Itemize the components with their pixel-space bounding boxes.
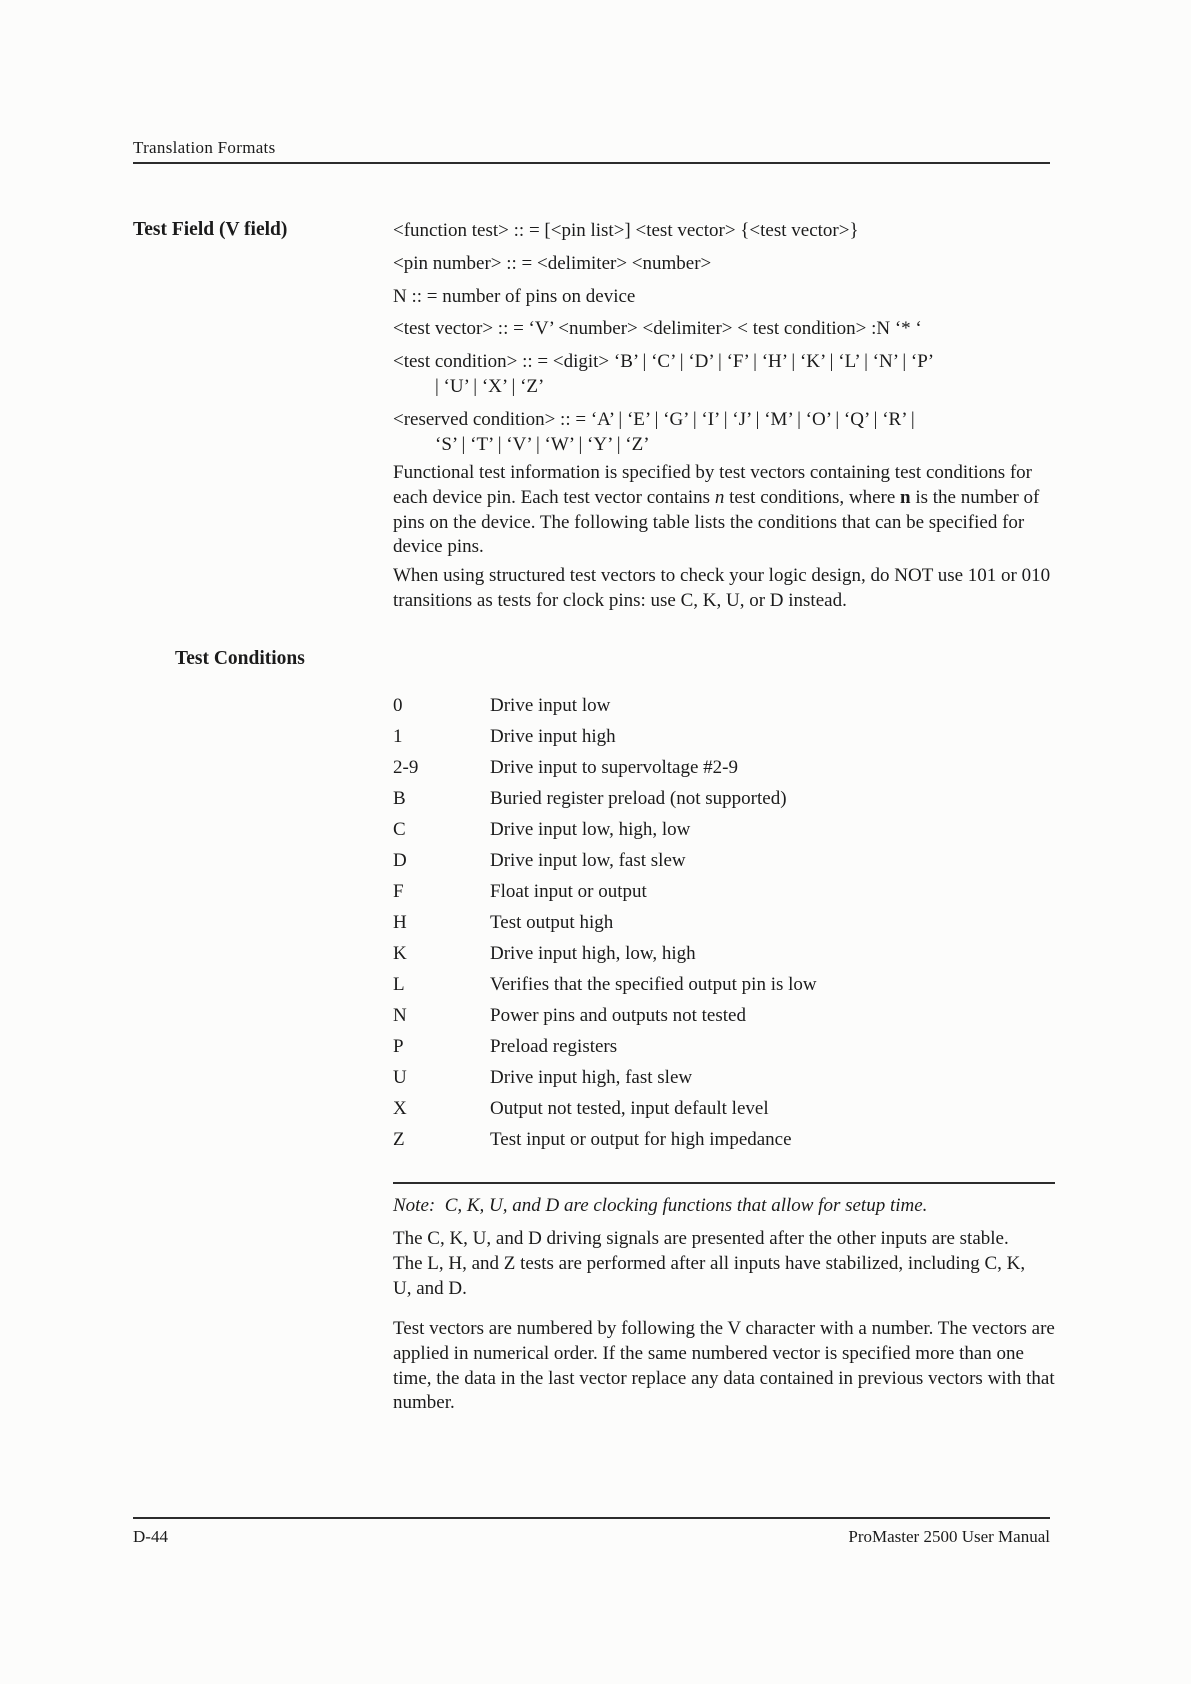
bnf-line: | ‘U’ | ‘X’ | ‘Z’ bbox=[435, 375, 545, 397]
condition-code: 1 bbox=[393, 726, 403, 747]
condition-code: C bbox=[393, 819, 406, 840]
condition-description: Drive input high, low, high bbox=[490, 943, 696, 964]
bnf-definition bbox=[393, 252, 1055, 277]
condition-description: Drive input low, high, low bbox=[490, 819, 691, 840]
condition-description: Test input or output for high impedance bbox=[490, 1129, 792, 1150]
bnf-definition bbox=[393, 317, 1055, 342]
condition-code: 2-9 bbox=[393, 757, 419, 778]
table-row bbox=[393, 911, 1055, 942]
bnf-line: <test vector> :: = ‘V’ <number> <delimiter> < test condition> :N ‘* ‘ bbox=[393, 318, 922, 340]
running-header-title: Translation Formats bbox=[133, 138, 276, 157]
footer-manual-title: ProMaster 2500 User Manual bbox=[848, 1527, 1050, 1546]
condition-description: Output not tested, input default level bbox=[490, 1098, 769, 1119]
condition-description: Preload registers bbox=[490, 1036, 618, 1057]
paragraph-text: Functional test information is specified by test vectors containing test conditions for each device pin. Each test vector contains bbox=[393, 462, 1033, 508]
condition-description: Test output high bbox=[490, 912, 614, 933]
table-row bbox=[393, 694, 1055, 725]
paragraph-vector-numbering: Test vectors are numbered by following the V character with a number. The vectors are applied in numerical order. If the same numbered vector is specified more than one time, the data in the last vector replace any data contained in previous vectors with that number. bbox=[393, 1318, 1055, 1414]
bnf-definition bbox=[393, 219, 1055, 244]
footer-page-number: D-44 bbox=[133, 1527, 168, 1546]
condition-code: K bbox=[393, 943, 407, 964]
condition-code: N bbox=[393, 1005, 407, 1026]
bnf-line: <reserved condition> :: = ‘A’ | ‘E’ | ‘G’ | ‘I’ | ‘J’ | ‘M’ | ‘O’ | ‘Q’ | ‘R’ | bbox=[393, 408, 915, 430]
table-row bbox=[393, 1128, 1055, 1159]
paragraph-structured-vectors: When using structured test vectors to check your logic design, do NOT use 101 or 010 transitions as tests for clock pins: use C, K, U, or D instead. bbox=[393, 565, 1051, 611]
test-conditions-table bbox=[393, 694, 1055, 1159]
paragraph-text: is the number of pins on the device. The following table lists the conditions that can be specified for device pins. bbox=[393, 486, 1040, 558]
condition-code: U bbox=[393, 1067, 407, 1088]
italic-n: n bbox=[714, 486, 725, 508]
bnf-line: <function test> :: = [<pin list>] <test vector> {<test vector>} bbox=[393, 220, 859, 241]
condition-code: L bbox=[393, 974, 405, 995]
table-row bbox=[393, 756, 1055, 787]
condition-code: D bbox=[393, 850, 407, 871]
condition-code: Z bbox=[393, 1129, 405, 1150]
note-text: Note: C, K, U, and D are clocking functions that allow for setup time. bbox=[393, 1195, 928, 1216]
section-label-test-field: Test Field (V field) bbox=[133, 219, 288, 240]
condition-description: Drive input high bbox=[490, 726, 616, 747]
table-row bbox=[393, 1004, 1055, 1035]
bnf-line: ‘S’ | ‘T’ | ‘V’ | ‘W’ | ‘Y’ | ‘Z’ bbox=[435, 433, 650, 455]
condition-description: Drive input to supervoltage #2-9 bbox=[490, 757, 739, 778]
header-divider bbox=[133, 162, 1050, 164]
condition-code: P bbox=[393, 1036, 404, 1057]
section-label-test-conditions: Test Conditions bbox=[175, 648, 305, 669]
condition-description: Power pins and outputs not tested bbox=[490, 1005, 746, 1026]
condition-description: Drive input low, fast slew bbox=[490, 850, 686, 871]
table-row bbox=[393, 818, 1055, 849]
table-row bbox=[393, 1066, 1055, 1097]
paragraph-driving-signals: The C, K, U, and D driving signals are presented after the other inputs are stable. The L, H, and Z tests are performed after all inputs have stabilized, including C, K, U, and D. bbox=[393, 1228, 1026, 1299]
bnf-line: <test condition> :: = <digit> ‘B’ | ‘C’ | ‘D’ | ‘F’ | ‘H’ | ‘K’ | ‘L’ | ‘N’ | ‘P’ bbox=[393, 351, 935, 373]
condition-code: X bbox=[393, 1098, 407, 1119]
condition-code: H bbox=[393, 912, 407, 933]
bnf-definition bbox=[393, 285, 1055, 310]
table-row bbox=[393, 973, 1055, 1004]
condition-description: Drive input high, fast slew bbox=[490, 1067, 693, 1088]
bnf-definitions bbox=[393, 219, 1055, 465]
table-row bbox=[393, 725, 1055, 756]
table-row bbox=[393, 942, 1055, 973]
paragraph-functional-test-info bbox=[393, 461, 1055, 560]
condition-code: B bbox=[393, 788, 406, 809]
note-divider bbox=[393, 1182, 1055, 1184]
table-row bbox=[393, 880, 1055, 911]
condition-description: Buried register preload (not supported) bbox=[490, 788, 787, 809]
bnf-definition bbox=[393, 408, 1055, 458]
condition-code: F bbox=[393, 881, 404, 902]
footer-divider bbox=[133, 1517, 1050, 1519]
condition-description: Float input or output bbox=[490, 881, 647, 902]
bnf-line: N :: = number of pins on device bbox=[393, 285, 636, 307]
bold-n: n bbox=[900, 486, 911, 508]
table-row bbox=[393, 849, 1055, 880]
table-row bbox=[393, 787, 1055, 818]
table-row bbox=[393, 1097, 1055, 1128]
paragraph-text: test conditions, where bbox=[724, 486, 901, 508]
condition-description: Drive input low bbox=[490, 695, 611, 716]
bnf-line: <pin number> :: = <delimiter> <number> bbox=[393, 252, 712, 274]
bnf-definition bbox=[393, 350, 1055, 400]
condition-description: Verifies that the specified output pin is low bbox=[490, 974, 817, 995]
condition-code: 0 bbox=[393, 695, 403, 716]
table-row bbox=[393, 1035, 1055, 1066]
